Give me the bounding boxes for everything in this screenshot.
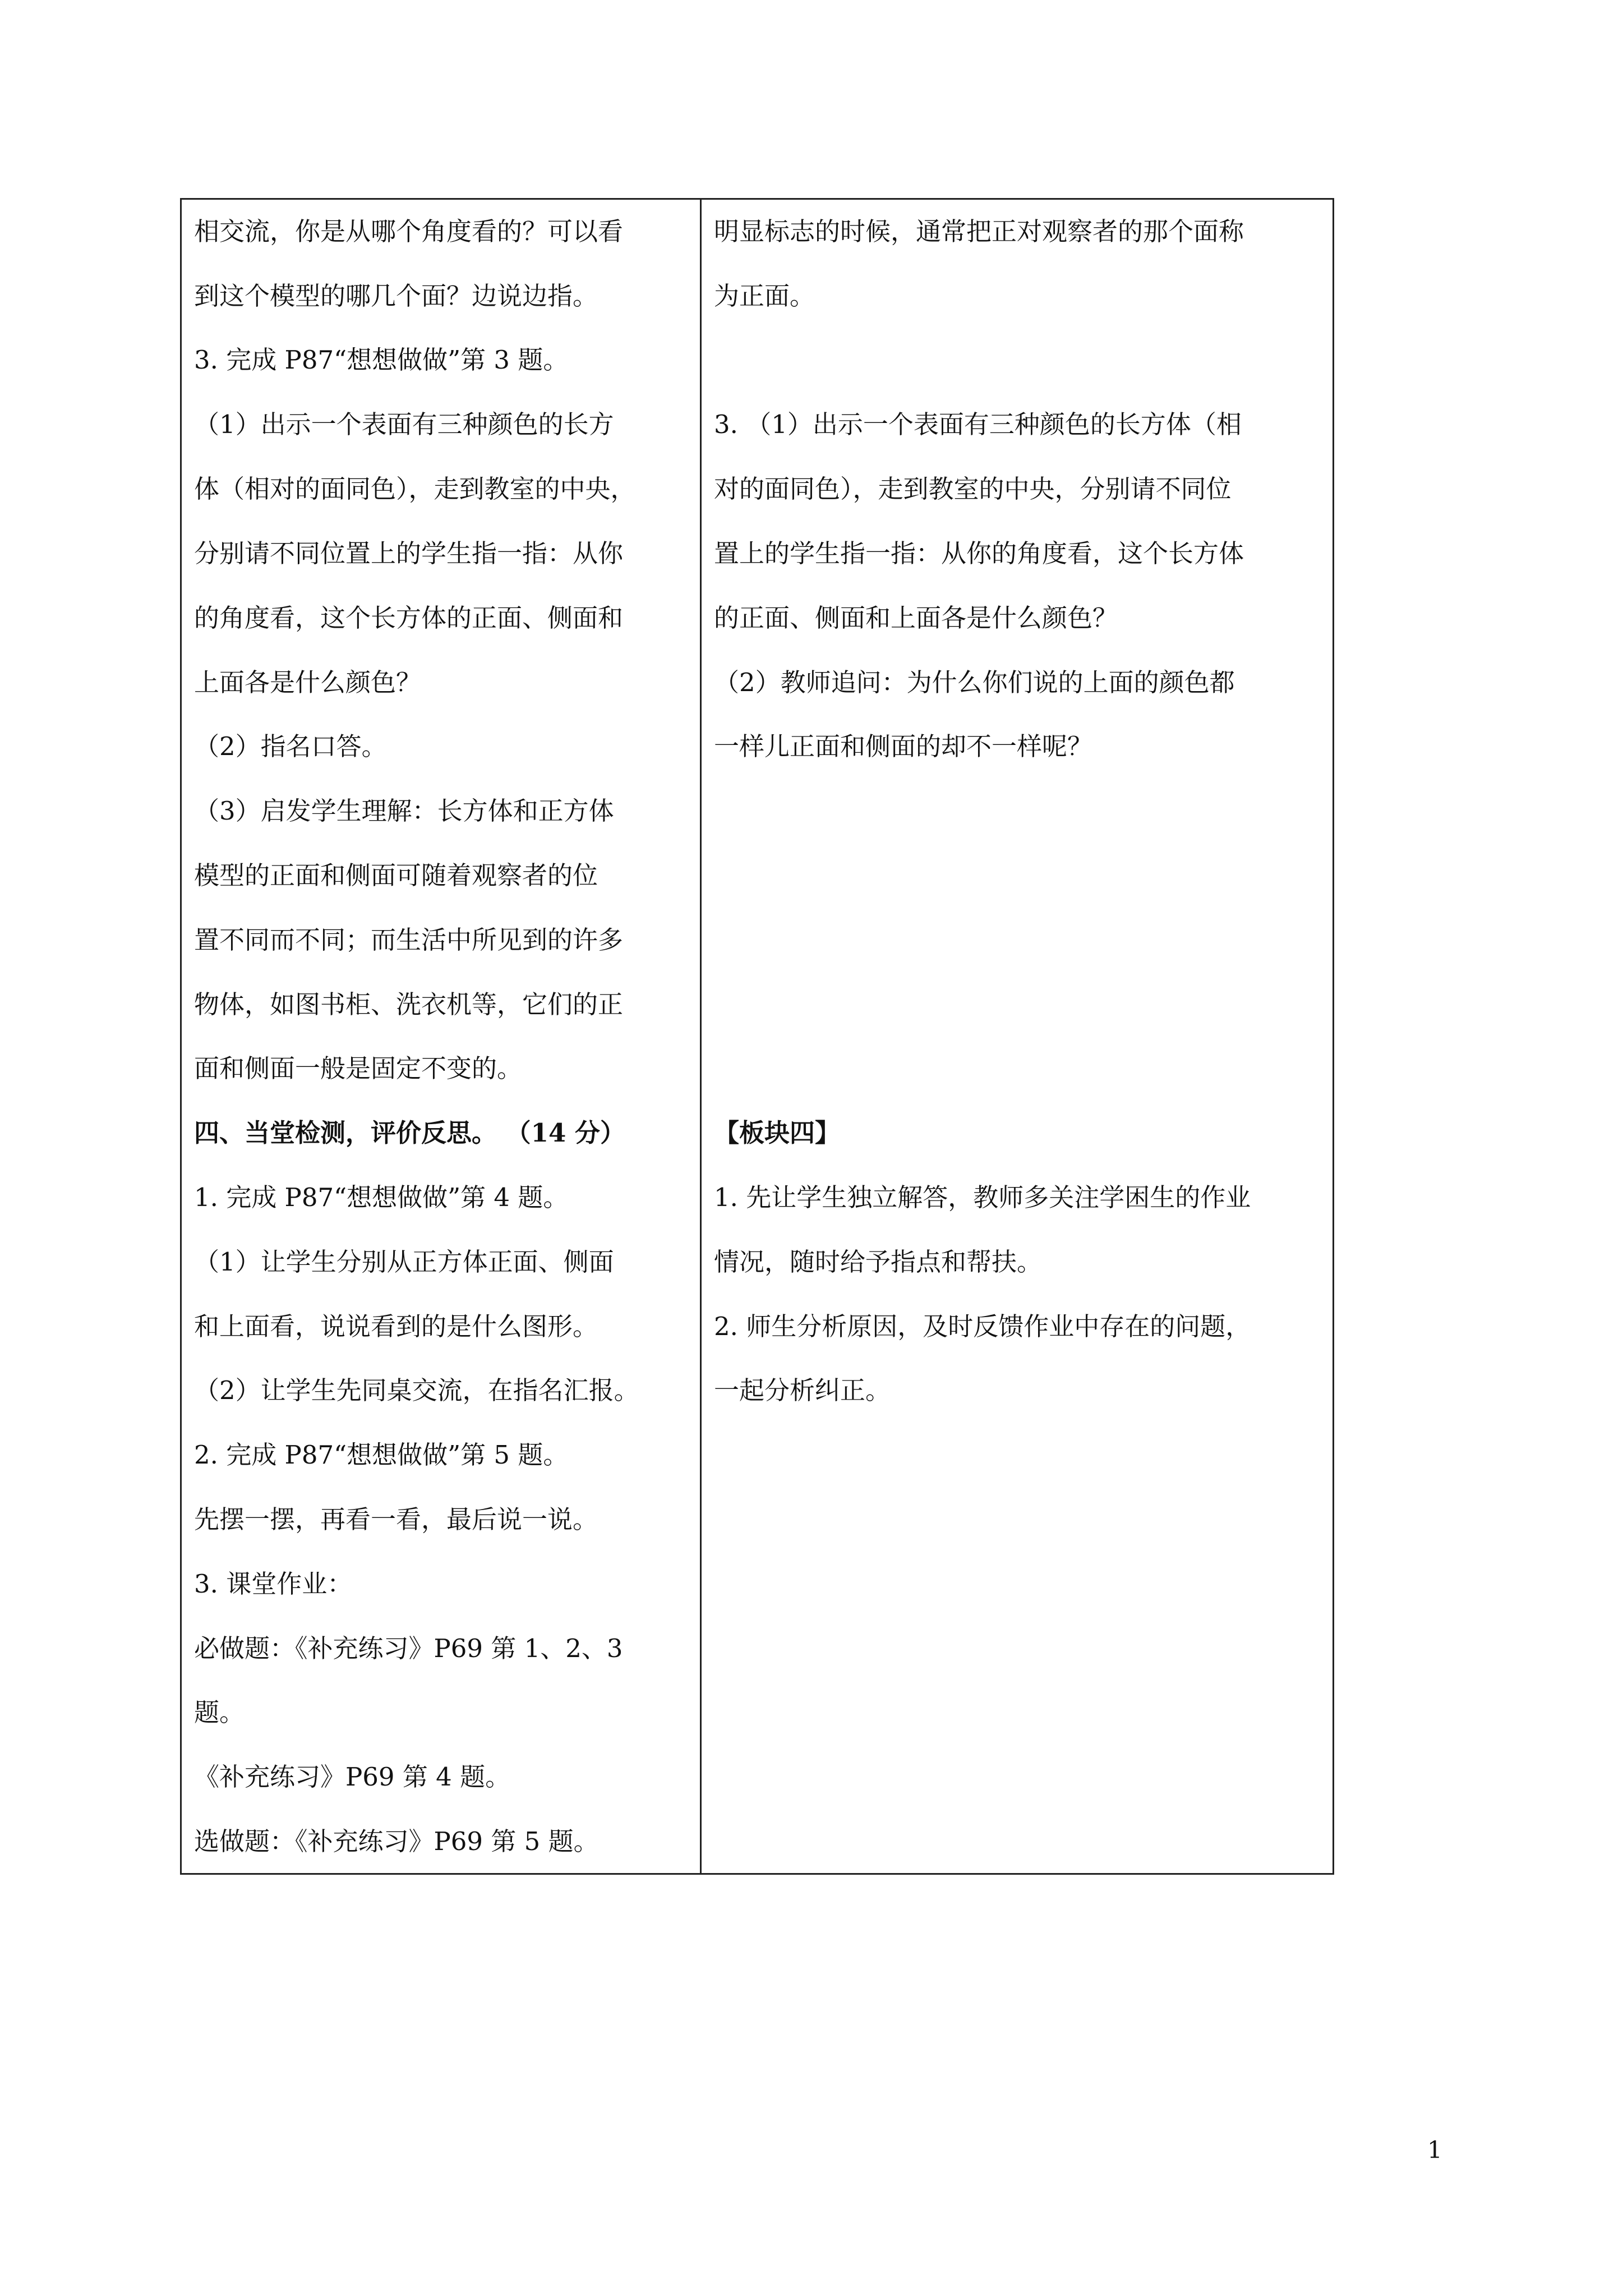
- right-line: 一起分析纠正。: [714, 1375, 891, 1405]
- right-line: （2）教师追问：为什么你们说的上面的颜色都: [714, 668, 1235, 697]
- right-line: 3. （1）出示一个表面有三种颜色的长方体（相: [714, 409, 1242, 439]
- right-line: 一样儿正面和侧面的却不一样呢？: [714, 731, 1093, 761]
- left-line: 置不同而不同；而生活中所见到的许多: [194, 925, 624, 955]
- left-line: 1. 完成 P87“想想做做”第 4 题。: [194, 1182, 569, 1212]
- left-line: 相交流，你是从哪个角度看的？可以看: [194, 217, 624, 246]
- right-line: 为正面。: [714, 281, 815, 311]
- left-line: 到这个模型的哪几个面？边说边指。: [194, 281, 598, 311]
- left-line: 上面各是什么颜色？: [194, 668, 422, 697]
- left-line: （2）指名口答。: [194, 731, 387, 761]
- left-line: （1）出示一个表面有三种颜色的长方: [194, 409, 614, 439]
- left-line: 体（相对的面同色），走到教室的中央，: [194, 474, 636, 504]
- left-line: （1）让学生分别从正方体正面、侧面: [194, 1247, 614, 1277]
- left-line: （2）让学生先同桌交流，在指名汇报。: [194, 1375, 639, 1405]
- left-line: 3. 课堂作业：: [194, 1569, 353, 1599]
- right-line: 明显标志的时候，通常把正对观察者的那个面称: [714, 217, 1244, 246]
- right-column: [702, 200, 1332, 1873]
- left-line: 的角度看，这个长方体的正面、侧面和: [194, 603, 624, 633]
- left-line: 《补充练习》P69 第 4 题。: [194, 1762, 511, 1792]
- section-heading: 四、当堂检测，评价反思。 （14 分）: [194, 1118, 625, 1148]
- right-line: 1. 先让学生独立解答，教师多关注学困生的作业: [714, 1182, 1251, 1212]
- left-line: 分别请不同位置上的学生指一指：从你: [194, 539, 624, 568]
- left-line: 选做题：《补充练习》P69 第 5 题。: [194, 1826, 599, 1856]
- right-line: 的正面、侧面和上面各是什么颜色？: [714, 603, 1118, 633]
- page-number: 1: [1427, 2136, 1442, 2164]
- section-heading: 【板块四】: [714, 1118, 841, 1148]
- right-line: 置上的学生指一指：从你的角度看，这个长方体: [714, 539, 1244, 568]
- right-line: 对的面同色），走到教室的中央，分别请不同位: [714, 474, 1232, 504]
- right-line: 情况，随时给予指点和帮扶。: [714, 1247, 1043, 1277]
- left-line: （3）启发学生理解：长方体和正方体: [194, 796, 614, 826]
- left-line: 模型的正面和侧面可随着观察者的位: [194, 861, 598, 890]
- left-line: 2. 完成 P87“想想做做”第 5 题。: [194, 1440, 569, 1470]
- left-line: 题。: [194, 1697, 245, 1727]
- left-line: 3. 完成 P87“想想做做”第 3 题。: [194, 345, 569, 375]
- left-line: 必做题：《补充练习》P69 第 1、2、3: [194, 1634, 623, 1663]
- lesson-plan-table: [180, 198, 1334, 1875]
- left-column: [182, 200, 702, 1873]
- left-line: 物体，如图书柜、洗衣机等，它们的正: [194, 990, 624, 1019]
- left-line: 先摆一摆，再看一看，最后说一说。: [194, 1504, 598, 1534]
- left-line: 和上面看，说说看到的是什么图形。: [194, 1312, 598, 1341]
- left-line: 面和侧面一般是固定不变的。: [194, 1053, 523, 1083]
- right-line: 2. 师生分析原因，及时反馈作业中存在的问题，: [714, 1312, 1251, 1341]
